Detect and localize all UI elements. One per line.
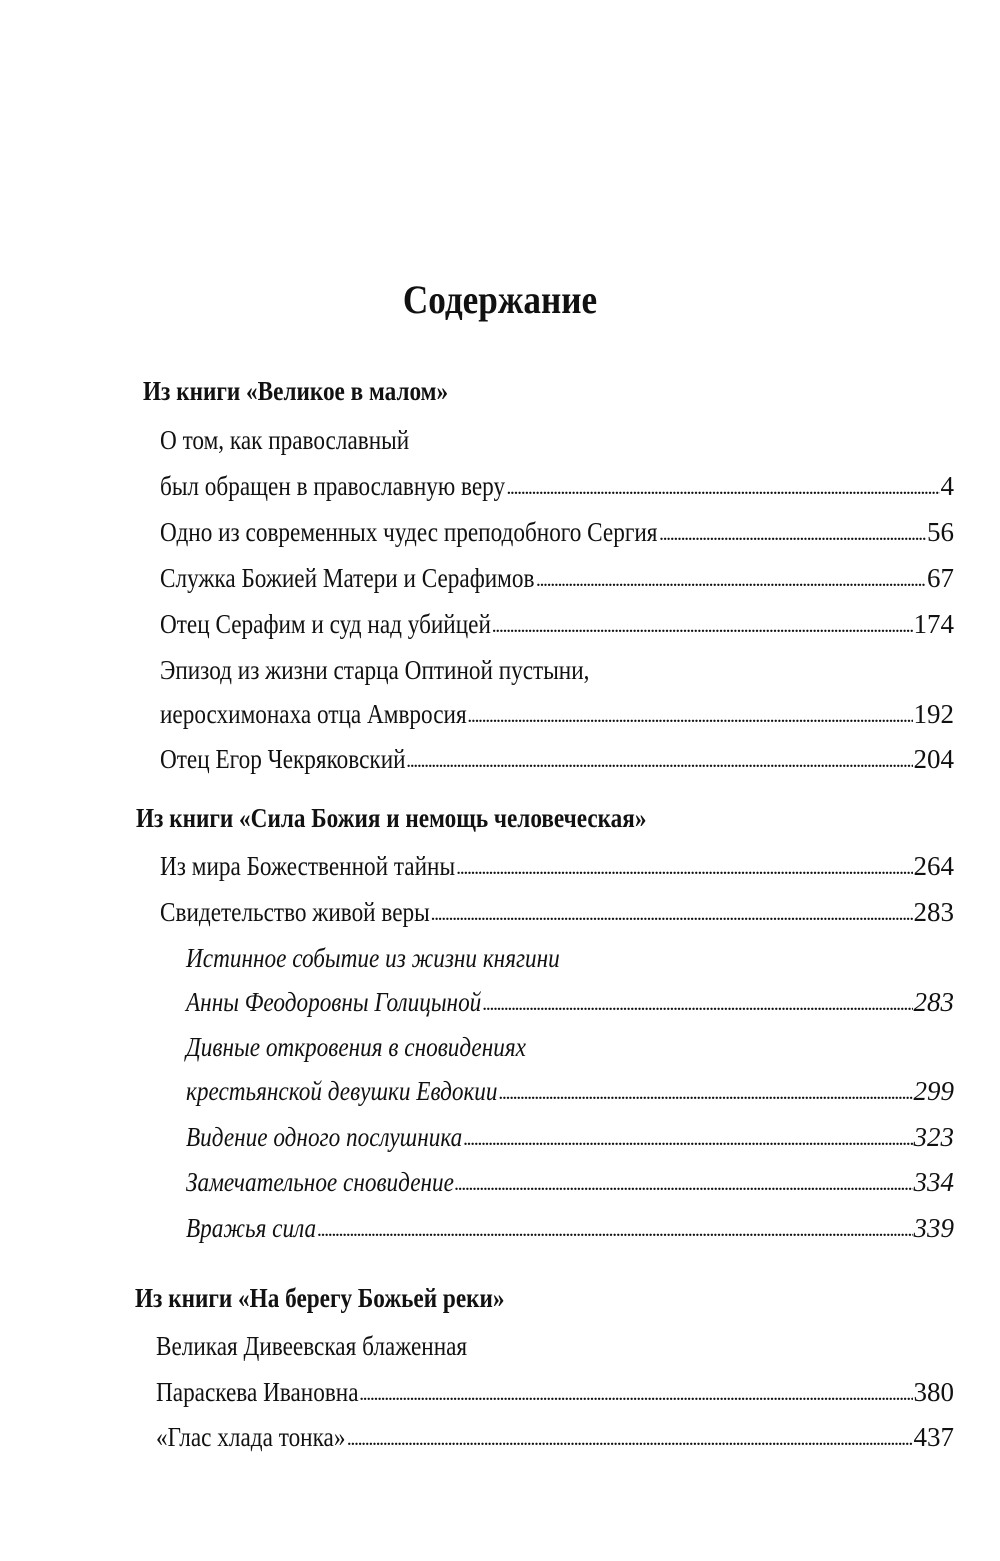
leader-dots bbox=[463, 1122, 912, 1156]
toc-entry-title: Служка Божией Матери и Серафимов bbox=[160, 563, 535, 593]
toc-entry-title: Замечательное сновидение bbox=[186, 1167, 454, 1197]
toc-page-number: 264 bbox=[913, 851, 954, 881]
leader-dots bbox=[406, 744, 912, 778]
leader-dots bbox=[359, 1377, 912, 1411]
leader-dots bbox=[467, 699, 912, 733]
toc-entry[interactable] bbox=[160, 607, 954, 641]
toc-entry-title: Отец Егор Чекряковский bbox=[160, 744, 406, 774]
leader-dots bbox=[506, 471, 939, 505]
toc-entry-title: Свидетельство живой веры bbox=[160, 897, 430, 927]
toc-page-number: 192 bbox=[913, 699, 954, 729]
toc-entry[interactable] bbox=[186, 1120, 954, 1154]
toc-page-number: 174 bbox=[913, 609, 954, 639]
section-heading: Из книги «Сила Божия и немощь человеческая» bbox=[136, 803, 647, 833]
toc-entry[interactable] bbox=[160, 561, 954, 595]
toc-page-number: 56 bbox=[927, 517, 954, 547]
toc-entry[interactable] bbox=[156, 1375, 954, 1409]
toc-entry-title: Вражья сила bbox=[186, 1213, 317, 1243]
toc-entry-title: крестьянской девушки Евдокии bbox=[186, 1076, 498, 1106]
toc-entry-title: Анны Феодоровны Голицыной bbox=[186, 987, 482, 1017]
toc-entry-title: иеросхимонаха отца Амвросия bbox=[160, 699, 467, 729]
toc-entry[interactable] bbox=[160, 742, 954, 776]
toc-entry-line: Эпизод из жизни старца Оптиной пустыни, bbox=[160, 655, 590, 685]
toc-entry[interactable] bbox=[160, 469, 954, 503]
toc-page-number: 4 bbox=[940, 471, 954, 501]
toc-page-number: 67 bbox=[927, 563, 954, 593]
toc-entry-title: «Глас хлада тонка» bbox=[156, 1422, 346, 1452]
toc-page-number: 437 bbox=[913, 1422, 954, 1452]
toc-page-number: 204 bbox=[913, 744, 954, 774]
toc-entry[interactable] bbox=[156, 1420, 954, 1454]
toc-page-number: 283 bbox=[913, 987, 954, 1017]
leader-dots bbox=[499, 1076, 913, 1110]
toc-page-number: 283 bbox=[913, 897, 954, 927]
toc-entry[interactable] bbox=[160, 849, 954, 883]
toc-entry[interactable] bbox=[160, 895, 954, 929]
leader-dots bbox=[659, 517, 926, 551]
toc-entry-title: Отец Серафим и суд над убийцей bbox=[160, 609, 491, 639]
leader-dots bbox=[492, 609, 913, 643]
leader-dots bbox=[456, 851, 912, 885]
toc-entry-title: Одно из современных чудес преподобного Сергия bbox=[160, 517, 658, 547]
toc-entry[interactable] bbox=[186, 1074, 954, 1108]
toc-entry-line: Истинное событие из жизни княгини bbox=[186, 943, 560, 973]
toc-page-number: 380 bbox=[913, 1377, 954, 1407]
toc-entry[interactable] bbox=[160, 697, 954, 731]
toc-page-number: 334 bbox=[913, 1167, 954, 1197]
leader-dots bbox=[430, 897, 912, 931]
toc-entry-title: Видение одного послушника bbox=[186, 1122, 463, 1152]
leader-dots bbox=[317, 1213, 912, 1247]
toc-page-number: 299 bbox=[913, 1076, 954, 1106]
section-heading: Из книги «Великое в малом» bbox=[143, 376, 449, 406]
toc-page-number: 323 bbox=[913, 1122, 954, 1152]
toc-entry-line: Великая Дивеевская блаженная bbox=[156, 1331, 468, 1361]
section-heading: Из книги «На берегу Божьей реки» bbox=[135, 1283, 505, 1313]
page-title: Содержание bbox=[402, 277, 598, 322]
toc-entry[interactable] bbox=[186, 1211, 954, 1245]
toc-entry-line: О том, как православный bbox=[160, 425, 410, 455]
leader-dots bbox=[455, 1167, 913, 1201]
toc-entry[interactable] bbox=[186, 1165, 954, 1199]
toc-page-number: 339 bbox=[913, 1213, 954, 1243]
toc-entry[interactable] bbox=[186, 985, 954, 1019]
toc-entry-title: Параскева Ивановна bbox=[156, 1377, 359, 1407]
leader-dots bbox=[536, 563, 926, 597]
leader-dots bbox=[347, 1422, 913, 1456]
leader-dots bbox=[483, 987, 913, 1021]
toc-entry-title: был обращен в православную веру bbox=[160, 471, 506, 501]
toc-entry-title: Из мира Божественной тайны bbox=[160, 851, 456, 881]
toc-entry[interactable] bbox=[160, 515, 954, 549]
toc-entry-line: Дивные откровения в сновидениях bbox=[186, 1032, 526, 1062]
